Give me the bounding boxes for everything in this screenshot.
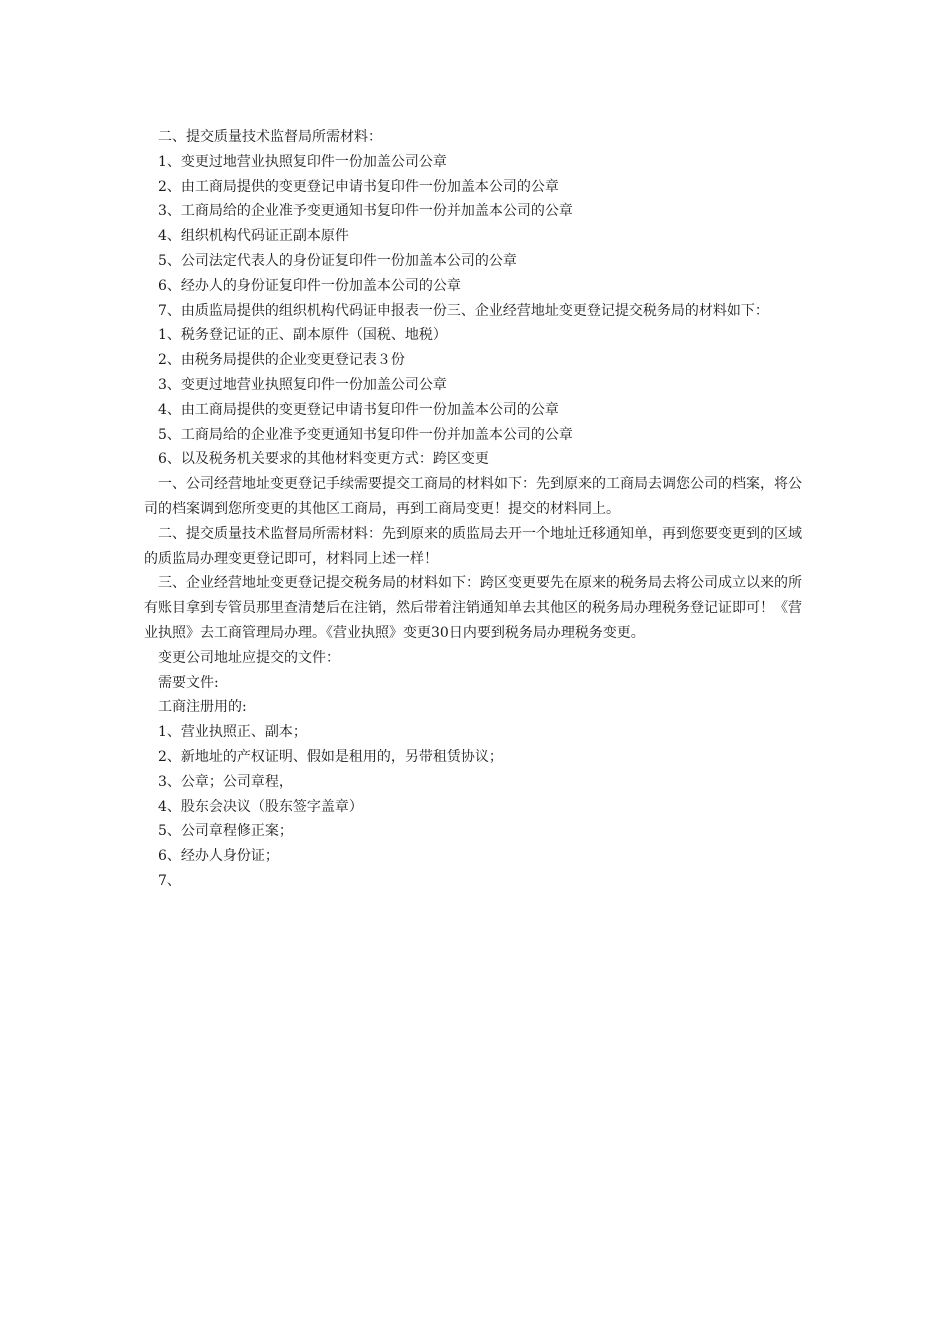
paragraph: 需要文件: (158, 674, 219, 691)
paragraph: 1、变更过地营业执照复印件一份加盖公司公章 (158, 153, 447, 170)
paragraph: 一、公司经营地址变更登记手续需要提交工商局的材料如下：先到原来的工商局去调您公司的档案，将公司的档案调到您所变更的其他区工商局，再到工商局变更！提交的材料同上。 (144, 476, 802, 517)
paragraph: 5、公司法定代表人的身份证复印件一份加盖本公司的公章 (158, 252, 517, 269)
paragraph: 4、组织机构代码证正副本原件 (158, 228, 349, 245)
paragraph: 工商注册用的: (158, 699, 247, 716)
paragraph: 2、由工商局提供的变更登记申请书复印件一份加盖本公司的公章 (158, 178, 559, 195)
paragraph: 6、经办人的身份证复印件一份加盖本公司的公章 (158, 277, 461, 294)
paragraph: 二、提交质量技术监督局所需材料：先到原来的质监局去开一个地址迁移通知单，再到您要变更到的区域的质监局办理变更登记即可，材料同上述一样！ (144, 525, 802, 567)
paragraph: 7、由质监局提供的组织机构代码证申报表一份三、企业经营地址变更登记提交税务局的材料如下： (158, 302, 769, 319)
paragraph: 6、以及税务机关要求的其他材料变更方式：跨区变更 (158, 451, 489, 468)
paragraph: 三、企业经营地址变更登记提交税务局的材料如下：跨区变更要先在原来的税务局去将公司成立以来的所有账目拿到专管员那里查清楚后在注销，然后带着注销通知单去其他区的税务局办理税务登记证即可！《营业执照》去工商管理局办理。《营业执照》变更30日内要到税务局办理税务变更。 (144, 575, 802, 641)
paragraph: 变更公司地址应提交的文件： (158, 649, 340, 666)
paragraph: 5、工商局给的企业准予变更通知书复印件一份并加盖本公司的公章 (158, 426, 573, 443)
paragraph: 3、变更过地营业执照复印件一份加盖公司公章 (158, 376, 447, 393)
paragraph: 1、税务登记证的正、副本原件（国税、地税） (158, 327, 447, 344)
paragraph: 7、 (158, 872, 181, 889)
paragraph: 3、公章；公司章程， (158, 773, 293, 790)
paragraph: 二、提交质量技术监督局所需材料： (158, 129, 382, 145)
paragraph: 6、经办人身份证； (158, 848, 279, 865)
paragraph: 4、股东会决议（股东签字盖章） (158, 798, 363, 815)
paragraph: 3、工商局给的企业准予变更通知书复印件一份并加盖本公司的公章 (158, 203, 573, 220)
paragraph: 4、由工商局提供的变更登记申请书复印件一份加盖本公司的公章 (158, 401, 559, 418)
paragraph: 2、新地址的产权证明、假如是租用的，另带租赁协议； (158, 748, 503, 765)
paragraph: 1、营业执照正、副本； (158, 724, 307, 741)
document-body (144, 125, 806, 894)
paragraph: 5、公司章程修正案； (158, 823, 293, 840)
paragraph: 2、由税务局提供的企业变更登记表３份 (158, 352, 405, 369)
